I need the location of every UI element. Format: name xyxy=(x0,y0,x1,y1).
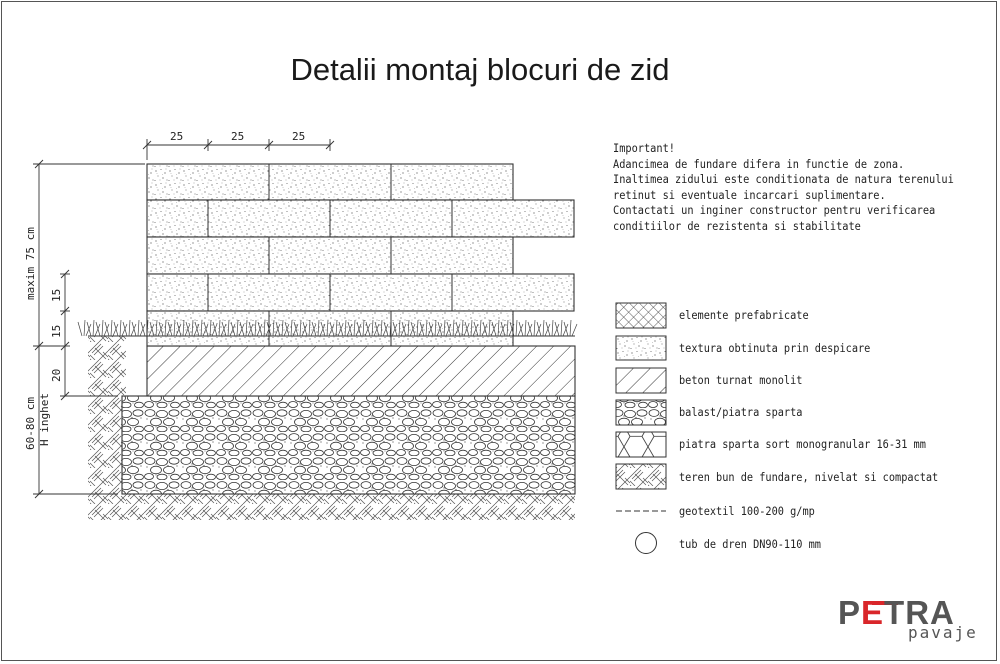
dim-slab: 20 xyxy=(50,368,63,382)
dim-block-1: 25 xyxy=(170,130,184,143)
drain-pipe-icon xyxy=(636,533,657,554)
legend-label-beton: beton turnat monolit xyxy=(679,373,803,387)
drawing-title: Detalii montaj blocuri de zid xyxy=(290,52,670,87)
legend-label-dren: tub de dren DN90-110 mm xyxy=(679,537,821,551)
legend-label-teren: teren bun de fundare, nivelat si compactat xyxy=(679,470,939,484)
dim-frost-label: H inghet xyxy=(38,393,51,446)
dim-max-height: maxim 75 cm xyxy=(24,227,37,300)
dim-frost-depth: 60-80 cm xyxy=(24,397,37,450)
note-line: Important! xyxy=(613,142,675,155)
note-line: Adancimea de fundare difera in functie de zona. xyxy=(613,157,905,171)
dim-block-3: 25 xyxy=(292,130,306,143)
note-line: retinut si eventuale incarcari suplimentare. xyxy=(613,188,886,202)
dim-block-2: 25 xyxy=(231,130,245,143)
legend-label-prefabricate: elemente prefabricate xyxy=(679,308,809,322)
legend-label-geotextil: geotextil 100-200 g/mp xyxy=(679,504,815,518)
dim-embed-1: 15 xyxy=(50,288,63,302)
important-note xyxy=(613,141,954,235)
logo-subtitle: pavaje xyxy=(908,623,978,642)
wall-blocks xyxy=(147,164,574,346)
concrete-foundation xyxy=(147,346,575,396)
legend-label-balast: balast/piatra sparta xyxy=(679,405,803,419)
gravel-layer xyxy=(122,396,575,494)
note-line: Contactati un inginer constructor pentru verificarea xyxy=(613,204,936,218)
note-line: conditiilor de rezistenta si stabilitate xyxy=(613,219,861,233)
petra-pavaje-logo xyxy=(838,594,988,644)
legend-swatches xyxy=(616,303,666,554)
legend-label-monogranular: piatra sparta sort monogranular 16-31 mm xyxy=(679,437,926,451)
legend-label-textura: textura obtinuta prin despicare xyxy=(679,341,871,355)
note-line: Inaltimea zidului este conditionata de natura terenului xyxy=(613,173,954,187)
logo-wordmark: PETRA xyxy=(838,594,955,631)
dim-embed-2: 15 xyxy=(50,324,63,338)
